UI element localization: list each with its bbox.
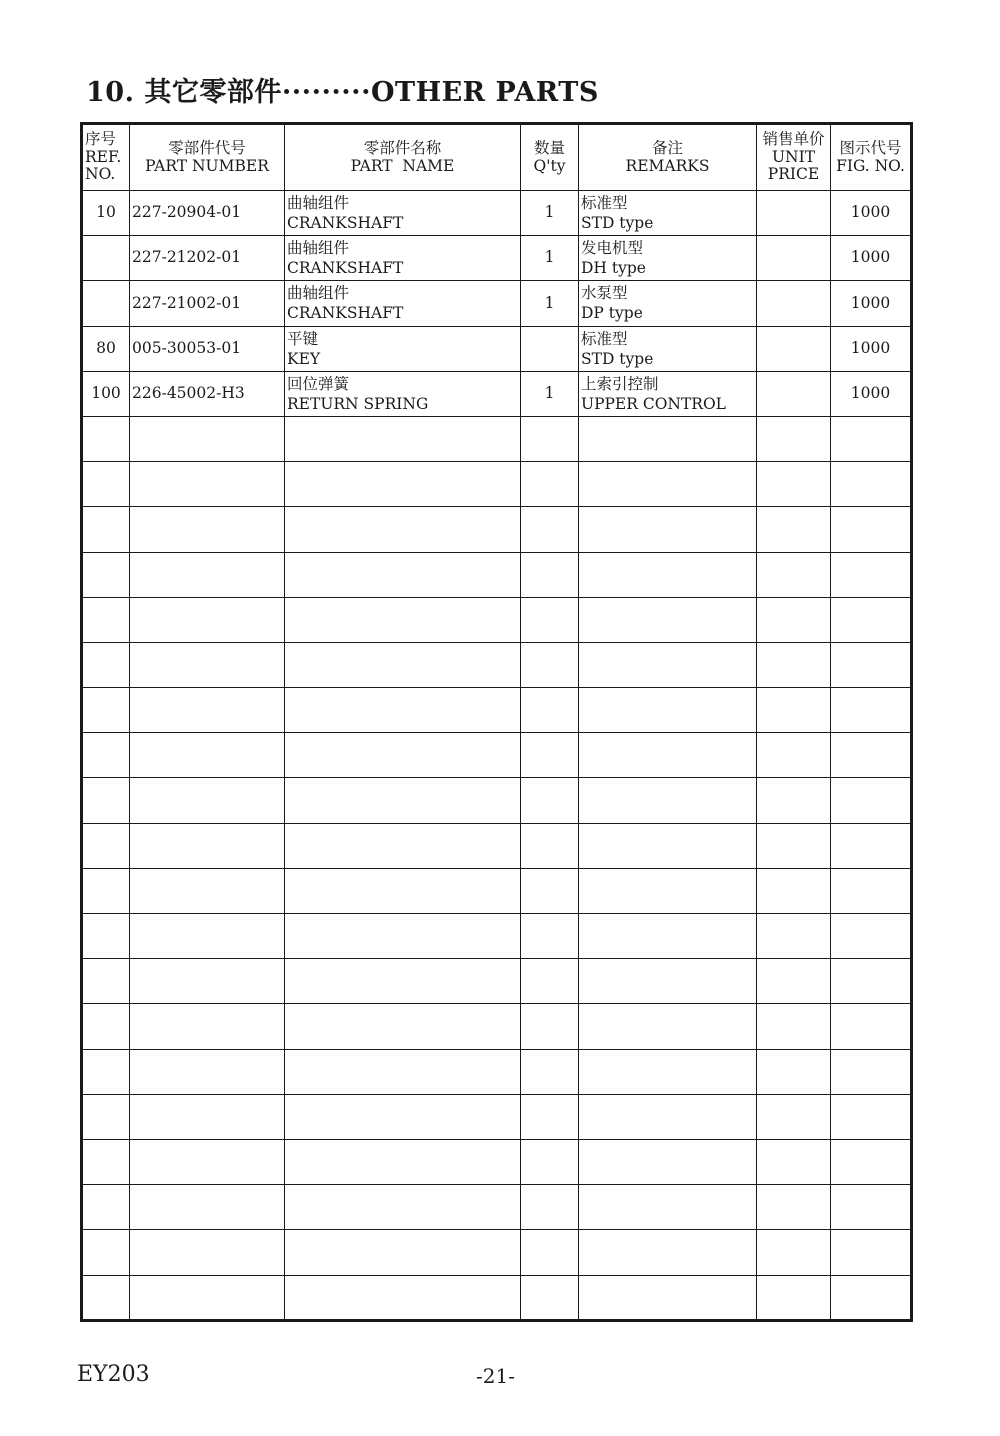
empty-row (82, 1185, 912, 1230)
empty-cell (757, 959, 831, 1004)
empty-cell (82, 778, 130, 823)
empty-cell (130, 914, 285, 959)
empty-row (82, 1275, 912, 1320)
empty-cell (579, 1139, 757, 1184)
cell-unit-price (757, 191, 831, 236)
empty-cell (82, 1004, 130, 1049)
empty-row (82, 1004, 912, 1049)
empty-cell (521, 688, 579, 733)
cell-part-number: 227-21002-01 (130, 281, 285, 326)
empty-cell (521, 733, 579, 778)
empty-cell (130, 959, 285, 1004)
header-row (82, 124, 912, 191)
cell-qty: 1 (521, 281, 579, 326)
header-part-name: 零部件名称 PART NAME (285, 124, 521, 191)
cell-part-name: 曲轴组件 CRANKSHAFT (285, 281, 521, 326)
empty-cell (285, 552, 521, 597)
empty-cell (831, 914, 912, 959)
empty-cell (285, 914, 521, 959)
cell-unit-price (757, 236, 831, 281)
empty-cell (82, 1094, 130, 1139)
page-number: -21- (476, 1364, 515, 1388)
empty-cell (130, 1049, 285, 1094)
empty-cell (82, 823, 130, 868)
empty-cell (579, 688, 757, 733)
empty-cell (285, 688, 521, 733)
table-row (82, 326, 912, 371)
empty-cell (285, 1094, 521, 1139)
empty-cell (579, 642, 757, 687)
header-fig-no: 图示代号 FIG. NO. (831, 124, 912, 191)
empty-cell (757, 1230, 831, 1275)
empty-cell (130, 597, 285, 642)
empty-cell (831, 733, 912, 778)
empty-cell (521, 823, 579, 868)
empty-cell (285, 416, 521, 461)
empty-cell (831, 462, 912, 507)
cell-qty (521, 326, 579, 371)
empty-cell (521, 597, 579, 642)
empty-cell (285, 1004, 521, 1049)
empty-cell (285, 1049, 521, 1094)
empty-cell (82, 1275, 130, 1320)
empty-cell (130, 507, 285, 552)
cell-ref (82, 281, 130, 326)
empty-cell (831, 868, 912, 913)
empty-cell (579, 733, 757, 778)
empty-cell (831, 1004, 912, 1049)
empty-cell (831, 597, 912, 642)
empty-cell (757, 733, 831, 778)
empty-cell (579, 823, 757, 868)
empty-cell (82, 462, 130, 507)
empty-cell (285, 823, 521, 868)
cell-part-number: 227-21202-01 (130, 236, 285, 281)
empty-cell (82, 642, 130, 687)
empty-cell (285, 1230, 521, 1275)
cell-qty: 1 (521, 191, 579, 236)
empty-row (82, 597, 912, 642)
empty-cell (130, 462, 285, 507)
header-ref: 序号 REF. NO. (82, 124, 130, 191)
cell-part-name: 曲轴组件 CRANKSHAFT (285, 236, 521, 281)
empty-cell (130, 416, 285, 461)
empty-cell (579, 416, 757, 461)
empty-cell (757, 1275, 831, 1320)
empty-cell (130, 823, 285, 868)
table-row (82, 236, 912, 281)
cell-part-name: 回位弹簧 RETURN SPRING (285, 371, 521, 416)
empty-cell (757, 1139, 831, 1184)
empty-cell (757, 688, 831, 733)
parts-table (80, 122, 913, 1322)
empty-cell (757, 462, 831, 507)
empty-row (82, 914, 912, 959)
empty-cell (521, 552, 579, 597)
cell-qty: 1 (521, 236, 579, 281)
cell-part-number: 227-20904-01 (130, 191, 285, 236)
empty-cell (579, 1004, 757, 1049)
empty-row (82, 416, 912, 461)
empty-row (82, 1230, 912, 1275)
empty-row (82, 959, 912, 1004)
empty-cell (831, 1275, 912, 1320)
empty-cell (521, 1139, 579, 1184)
empty-cell (831, 642, 912, 687)
header-remarks: 备注 REMARKS (579, 124, 757, 191)
empty-cell (285, 597, 521, 642)
empty-row (82, 1139, 912, 1184)
cell-remarks: 上索引控制 UPPER CONTROL (579, 371, 757, 416)
footer-model: EY203 (77, 1362, 150, 1387)
empty-row (82, 778, 912, 823)
cell-remarks: 水泵型 DP type (579, 281, 757, 326)
empty-cell (757, 778, 831, 823)
cell-part-number: 226-45002-H3 (130, 371, 285, 416)
cell-unit-price (757, 326, 831, 371)
empty-row (82, 507, 912, 552)
empty-cell (757, 416, 831, 461)
empty-cell (757, 597, 831, 642)
empty-cell (130, 688, 285, 733)
empty-cell (130, 1139, 285, 1184)
empty-cell (130, 552, 285, 597)
empty-cell (82, 914, 130, 959)
page-title: 10. 其它零部件·········OTHER PARTS (86, 77, 599, 108)
empty-cell (82, 552, 130, 597)
header-unit-price: 销售单价 UNIT PRICE (757, 124, 831, 191)
empty-cell (521, 959, 579, 1004)
empty-cell (579, 1094, 757, 1139)
empty-cell (757, 1049, 831, 1094)
cell-ref (82, 236, 130, 281)
empty-cell (579, 507, 757, 552)
empty-cell (82, 688, 130, 733)
empty-cell (757, 823, 831, 868)
cell-remarks: 发电机型 DH type (579, 236, 757, 281)
empty-cell (831, 416, 912, 461)
empty-cell (130, 1185, 285, 1230)
empty-cell (130, 1275, 285, 1320)
empty-cell (579, 597, 757, 642)
empty-cell (130, 1004, 285, 1049)
empty-cell (579, 959, 757, 1004)
empty-cell (579, 1230, 757, 1275)
empty-cell (130, 642, 285, 687)
empty-cell (831, 778, 912, 823)
empty-row (82, 462, 912, 507)
empty-cell (285, 462, 521, 507)
cell-part-name: 平键 KEY (285, 326, 521, 371)
empty-cell (130, 868, 285, 913)
empty-cell (285, 507, 521, 552)
empty-cell (757, 914, 831, 959)
empty-cell (757, 507, 831, 552)
cell-ref: 80 (82, 326, 130, 371)
empty-cell (521, 914, 579, 959)
empty-cell (82, 868, 130, 913)
empty-cell (579, 1049, 757, 1094)
empty-cell (579, 778, 757, 823)
empty-cell (757, 1094, 831, 1139)
empty-cell (285, 733, 521, 778)
empty-cell (579, 1275, 757, 1320)
empty-cell (130, 1094, 285, 1139)
empty-cell (521, 1094, 579, 1139)
empty-cell (831, 1230, 912, 1275)
empty-cell (521, 868, 579, 913)
empty-cell (285, 642, 521, 687)
parts-table-body (82, 191, 912, 1321)
empty-cell (521, 507, 579, 552)
empty-cell (579, 1185, 757, 1230)
empty-cell (82, 507, 130, 552)
table-row (82, 191, 912, 236)
empty-cell (831, 1185, 912, 1230)
empty-cell (285, 868, 521, 913)
empty-row (82, 823, 912, 868)
empty-cell (521, 1230, 579, 1275)
empty-cell (82, 733, 130, 778)
empty-cell (285, 778, 521, 823)
empty-cell (521, 642, 579, 687)
cell-fig-no: 1000 (831, 281, 912, 326)
empty-cell (757, 1185, 831, 1230)
empty-cell (579, 462, 757, 507)
empty-cell (831, 823, 912, 868)
empty-cell (579, 914, 757, 959)
empty-row (82, 1094, 912, 1139)
header-part-number: 零部件代号 PART NUMBER (130, 124, 285, 191)
empty-cell (831, 1094, 912, 1139)
empty-cell (285, 1185, 521, 1230)
empty-cell (130, 733, 285, 778)
empty-cell (82, 1049, 130, 1094)
empty-cell (757, 868, 831, 913)
cell-ref: 100 (82, 371, 130, 416)
header-qty: 数量 Q'ty (521, 124, 579, 191)
empty-cell (521, 1185, 579, 1230)
empty-cell (579, 552, 757, 597)
empty-cell (831, 507, 912, 552)
empty-row (82, 642, 912, 687)
cell-remarks: 标准型 STD type (579, 326, 757, 371)
cell-qty: 1 (521, 371, 579, 416)
cell-part-name: 曲轴组件 CRANKSHAFT (285, 191, 521, 236)
empty-cell (521, 1049, 579, 1094)
table-row (82, 281, 912, 326)
empty-cell (831, 959, 912, 1004)
empty-row (82, 868, 912, 913)
cell-part-number: 005-30053-01 (130, 326, 285, 371)
empty-cell (82, 1185, 130, 1230)
empty-cell (285, 959, 521, 1004)
empty-cell (757, 552, 831, 597)
empty-row (82, 1049, 912, 1094)
empty-cell (521, 462, 579, 507)
cell-ref: 10 (82, 191, 130, 236)
table-row (82, 371, 912, 416)
cell-unit-price (757, 371, 831, 416)
empty-cell (521, 1004, 579, 1049)
empty-cell (831, 1049, 912, 1094)
empty-cell (831, 1139, 912, 1184)
empty-cell (130, 1230, 285, 1275)
cell-remarks: 标准型 STD type (579, 191, 757, 236)
empty-cell (579, 868, 757, 913)
empty-cell (757, 1004, 831, 1049)
cell-fig-no: 1000 (831, 326, 912, 371)
empty-cell (757, 642, 831, 687)
empty-cell (831, 688, 912, 733)
empty-cell (82, 416, 130, 461)
empty-cell (521, 416, 579, 461)
cell-fig-no: 1000 (831, 236, 912, 281)
empty-row (82, 688, 912, 733)
empty-cell (82, 1139, 130, 1184)
cell-unit-price (757, 281, 831, 326)
empty-cell (521, 1275, 579, 1320)
empty-row (82, 733, 912, 778)
empty-row (82, 552, 912, 597)
empty-cell (831, 552, 912, 597)
cell-fig-no: 1000 (831, 371, 912, 416)
empty-cell (82, 597, 130, 642)
empty-cell (285, 1139, 521, 1184)
empty-cell (285, 1275, 521, 1320)
empty-cell (82, 959, 130, 1004)
empty-cell (521, 778, 579, 823)
empty-cell (130, 778, 285, 823)
empty-cell (82, 1230, 130, 1275)
cell-fig-no: 1000 (831, 191, 912, 236)
